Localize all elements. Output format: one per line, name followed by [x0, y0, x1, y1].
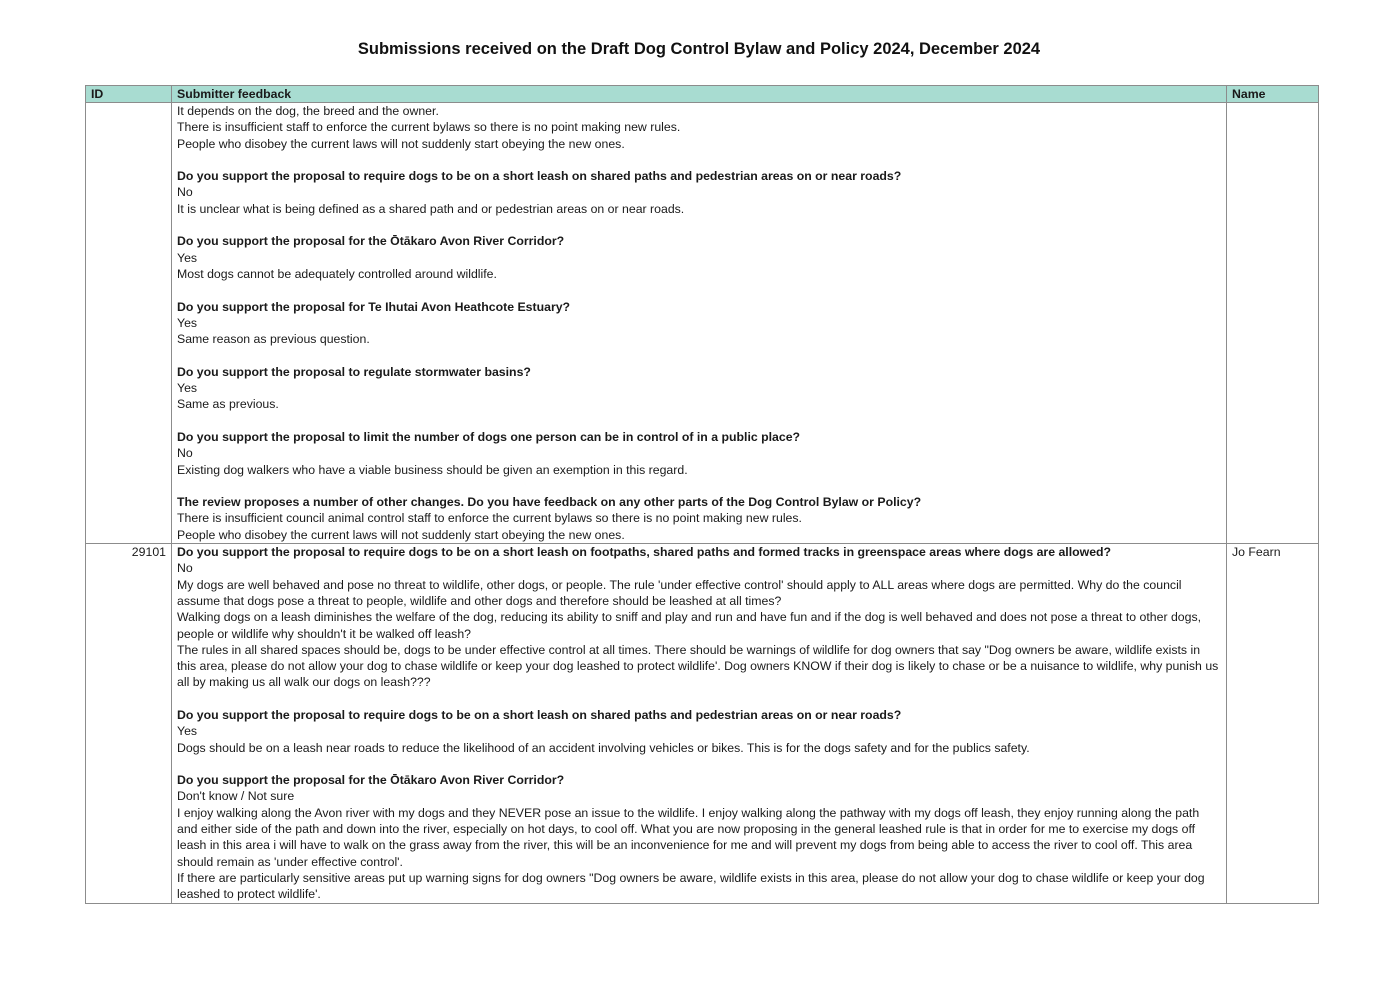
question: Do you support the proposal for Te Ihutai Avon Heathcote Estuary?	[177, 299, 571, 314]
question: Do you support the proposal to regulate stormwater basins?	[177, 364, 531, 379]
feedback-text: I enjoy walking along the Avon river with my dogs and they NEVER pose an issue to the wildlife. I enjoy walking along the pathway with my dogs off leash, they enjoy running along the path and either side of the path and down into the river, especially on hot days, to cool off. What you are now proposing in the general leashed rule is that in order for me to exercise my dogs off leash in this area i will have to walk on the grass away from the river, this will be an inconvenience for me and will prevent my dogs from being able to access the river to cool off. This area should remain as 'under effective control'.	[177, 805, 1200, 869]
answer: Don't know / Not sure	[177, 789, 295, 804]
submission-id	[86, 103, 172, 544]
feedback-text: Dogs should be on a leash near roads to reduce the likelihood of an accident involving vehicles or bikes. This is for the dogs safety and for the publics safety.	[177, 740, 1030, 755]
feedback-text: People who disobey the current laws will not suddenly start obeying the new ones.	[177, 136, 625, 151]
submitter-feedback	[172, 544, 1227, 904]
submitter-name	[1227, 103, 1319, 544]
feedback-text: There is insufficient council animal control staff to enforce the current bylaws so there is no point making new rules.	[177, 511, 802, 526]
table-row	[86, 544, 1319, 904]
feedback-text: Walking dogs on a leash diminishes the welfare of the dog, reducing its ability to sniff and play and run and have fun and if the dog is well behaved and does not pose a threat to other dogs, people or wildlife why shouldn't it be walked off leash?	[177, 610, 1202, 641]
feedback-text: There is insufficient staff to enforce the current bylaws so there is no point making new rules.	[177, 120, 681, 135]
feedback-text: Same as previous.	[177, 397, 279, 412]
feedback-text: If there are particularly sensitive areas put up warning signs for dog owners "Dog owners be aware, wildlife exists in this area, please do not allow your dog to chase wildlife or keep your dog leashed to protect wildlife'.	[177, 870, 1205, 902]
answer: Yes	[177, 724, 198, 739]
feedback-text: Most dogs cannot be adequately controlled around wildlife.	[177, 266, 497, 281]
submitter-name: Jo Fearn	[1227, 544, 1319, 904]
answer: No	[177, 446, 193, 461]
feedback-text: It is unclear what is being defined as a shared path and or pedestrian areas on or near roads.	[177, 201, 685, 216]
feedback-text: Same reason as previous question.	[177, 332, 370, 347]
feedback-text: It depends on the dog, the breed and the owner.	[177, 104, 439, 118]
question: Do you support the proposal to limit the number of dogs one person can be in control of in a public place?	[177, 429, 801, 444]
column-header-feedback: Submitter feedback	[172, 86, 1227, 103]
feedback-text: My dogs are well behaved and pose no threat to wildlife, other dogs, or people. The rule 'under effective control' should apply to ALL areas where dogs are permitted. Why do the council assume that dogs pose a threat to people, wildlife and other dogs and therefore should be leashed at all times?	[177, 577, 1182, 608]
submissions-table	[85, 85, 1319, 904]
question: Do you support the proposal for the Ōtākaro Avon River Corridor?	[177, 773, 565, 788]
submitter-feedback	[172, 103, 1227, 544]
column-header-id: ID	[86, 86, 172, 103]
question: Do you support the proposal to require dogs to be on a short leash on shared paths and pedestrian areas on or near roads?	[177, 707, 902, 722]
feedback-text: The rules in all shared spaces should be, dogs to be under effective control at all times. There should be warnings of wildlife for dog owners that say "Dog owners be aware, wildlife exists in this area, please do not allow your dog to chase wildlife or keep your dog leashed to protect wildlife'. Dog owners KNOW if their dog is likely to chase or be a nuisance to wildlife, why punish us all by making us all walk our dogs on leash???	[177, 642, 1219, 690]
answer: Yes	[177, 250, 198, 265]
answer: Yes	[177, 315, 198, 330]
table-header-row	[86, 86, 1319, 103]
feedback-text: Existing dog walkers who have a viable business should be given an exemption in this regard.	[177, 462, 688, 477]
document-title: Submissions received on the Draft Dog Control Bylaw and Policy 2024, December 2024	[357, 40, 1041, 58]
question: Do you support the proposal to require dogs to be on a short leash on footpaths, shared paths and formed tracks in greenspace areas where dogs are allowed?	[177, 545, 1112, 560]
question: Do you support the proposal to require dogs to be on a short leash on shared paths and pedestrian areas on or near roads?	[177, 169, 902, 184]
question: Do you support the proposal for the Ōtākaro Avon River Corridor?	[177, 234, 565, 249]
answer: Yes	[177, 381, 198, 396]
question: The review proposes a number of other changes. Do you have feedback on any other parts of the Dog Control Bylaw or Policy?	[177, 495, 922, 510]
column-header-name: Name	[1227, 86, 1319, 103]
table-row	[86, 103, 1319, 544]
feedback-text: People who disobey the current laws will not suddenly start obeying the new ones.	[177, 527, 625, 542]
submission-id: 29101	[86, 544, 172, 904]
answer: No	[177, 561, 193, 576]
answer: No	[177, 185, 193, 200]
